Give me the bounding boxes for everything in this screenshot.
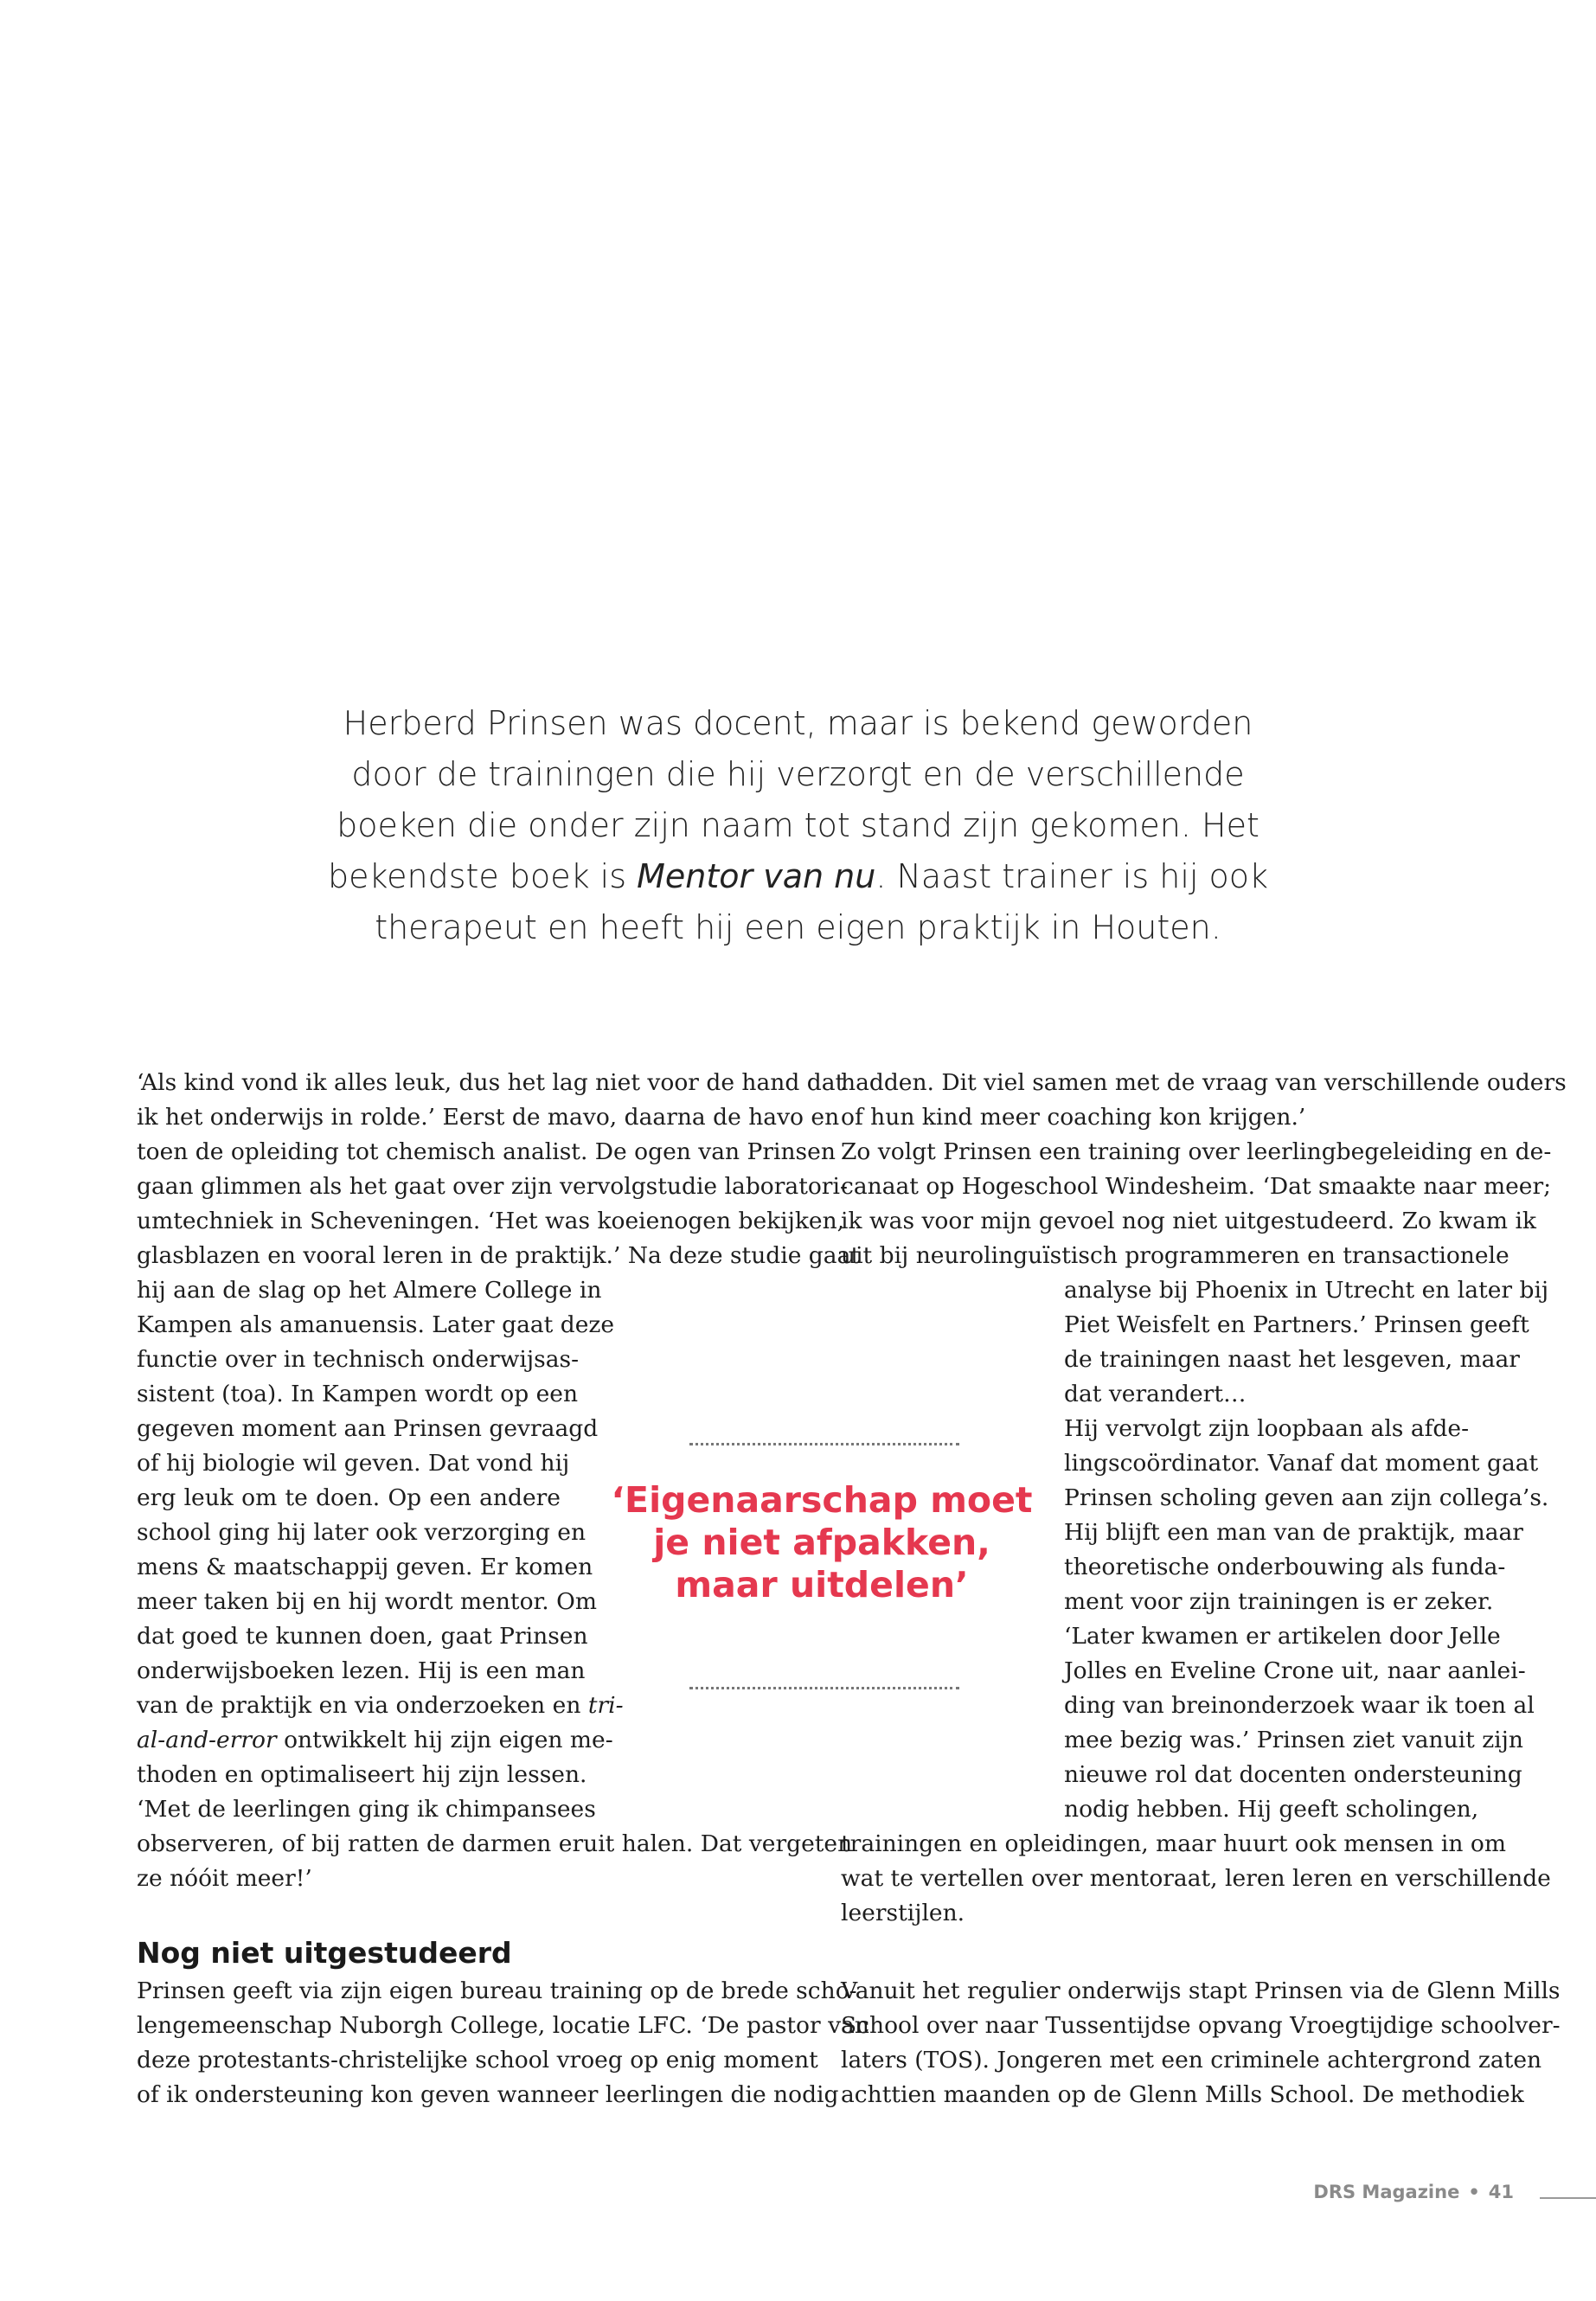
body-line: hadden. Dit viel samen met de vraag van verschillende ouders [841,1069,1567,1096]
magazine-name: DRS Magazine [1313,2182,1460,2202]
body-line: gegeven moment aan Prinsen gevraagd [137,1415,599,1442]
body-line: ‘Als kind vond ik alles leuk, dus het lag niet voor de hand dat [137,1069,845,1096]
body-line: nieuwe rol dat docenten ondersteuning [1064,1761,1522,1788]
intro-line [294,851,1302,902]
body-line: uit bij neurolinguïstisch programmeren en transactionele [841,1242,1509,1269]
body-line: theoretische onderbouwing als funda- [1064,1554,1506,1580]
body-line: Prinsen geeft via zijn eigen bureau training op de brede scho- [137,1977,857,2004]
body-line [137,1689,624,1723]
body-line: thoden en optimaliseert hij zijn lessen. [137,1761,587,1788]
pull-quote-line: je niet afpakken, [653,1522,990,1563]
body-line: Kampen als amanuensis. Later gaat deze [137,1311,615,1338]
book-title: Mentor van nu [637,857,876,895]
section-heading: Nog niet uitgestudeerd [137,1936,512,1970]
body-line: Hij blijft een man van de praktijk, maar [1064,1519,1523,1546]
body-line: ik het onderwijs in rolde.’ Eerst de mavo, daarna de havo en [137,1104,840,1131]
body-line: ze nóóit meer!’ [137,1865,312,1892]
body-line: lengemeenschap Nuborgh College, locatie LFC. ‘De pastor van [137,2012,869,2039]
body-line: mens & maatschappij geven. Er komen [137,1554,593,1580]
body-line: de trainingen naast het lesgeven, maar [1064,1346,1520,1373]
body-line: canaat op Hogeschool Windesheim. ‘Dat smaakte naar meer; [841,1173,1552,1200]
body-line [137,1723,613,1758]
body-line: school ging hij later ook verzorging en [137,1519,586,1546]
intro-text: bekendste boek is [327,857,638,895]
body-line: Prinsen scholing geven aan zijn collega’s. [1064,1484,1549,1511]
body-line: ment voor zijn trainingen is er zeker. [1064,1588,1494,1615]
page-number: 41 [1488,2182,1514,2202]
page-footer [1228,2182,1514,2202]
footer-rule [1540,2197,1596,2199]
body-line: analyse bij Phoenix in Utrecht en later bij [1064,1277,1549,1304]
body-line: dat verandert… [1064,1381,1247,1407]
body-line: deze protestants-christelijke school vroeg op enig moment [137,2047,818,2073]
body-line: Hij vervolgt zijn loopbaan als afde- [1064,1415,1470,1442]
body-line: gaan glimmen als het gaat over zijn vervolgstudie laboratori- [137,1173,848,1200]
body-line: School over naar Tussentijdse opvang Vroegtijdige schoolver- [841,2012,1561,2039]
body-line: of ik ondersteuning kon geven wanneer leerlingen die nodig [137,2081,839,2108]
body-line: ik was voor mijn gevoel nog niet uitgestudeerd. Zo kwam ik [841,1208,1536,1234]
body-line: Jolles en Eveline Crone uit, naar aanlei- [1064,1657,1526,1684]
body-line: ‘Met de leerlingen ging ik chimpansees [137,1796,596,1823]
body-italic: al-and-error [137,1727,277,1753]
intro-text: . Naast trainer is hij ook [875,857,1269,895]
body-line: mee bezig was.’ Prinsen ziet vanuit zijn [1064,1727,1523,1753]
body-line: leerstijlen. [841,1900,965,1926]
body-line: achttien maanden op de Glenn Mills School. De methodiek [841,2081,1524,2108]
body-line: Piet Weisfelt en Partners.’ Prinsen geeft [1064,1311,1529,1338]
body-line: ding van breinonderzoek waar ik toen al [1064,1692,1535,1719]
intro-line: boeken die onder zijn naam tot stand zijn gekomen. Het [337,806,1259,844]
body-line: toen de opleiding tot chemisch analist. De ogen van Prinsen [137,1138,836,1165]
body-line: erg leuk om te doen. Op een andere [137,1484,561,1511]
body-italic: tri- [587,1692,624,1719]
body-line: Zo volgt Prinsen een training over leerlingbegeleiding en de- [841,1138,1552,1165]
quote-bottom-rule [689,1687,959,1689]
body-line: wat te vertellen over mentoraat, leren leren en verschillende [841,1865,1551,1892]
intro-line: therapeut en heeft hij een eigen praktijk in Houten. [375,908,1221,946]
body-line: umtechniek in Scheveningen. ‘Het was koeienogen bekijken, [137,1208,845,1234]
body-line: ‘Later kwamen er artikelen door Jelle [1064,1623,1501,1650]
pull-quote [606,1479,1038,1606]
body-line: Vanuit het regulier onderwijs stapt Prinsen via de Glenn Mills [841,1977,1561,2004]
body-line: glasblazen en vooral leren in de praktijk.’ Na deze studie gaat [137,1242,861,1269]
body-line: sistent (toa). In Kampen wordt op een [137,1381,579,1407]
body-line: trainingen en opleidingen, maar huurt ook mensen in om [841,1830,1506,1857]
body-line: dat goed te kunnen doen, gaat Prinsen [137,1623,588,1650]
body-line: lingscoördinator. Vanaf dat moment gaat [1064,1450,1539,1477]
body-line: laters (TOS). Jongeren met een criminele achtergrond zaten [841,2047,1542,2073]
body-line: hij aan de slag op het Almere College in [137,1277,602,1304]
body-line: meer taken bij en hij wordt mentor. Om [137,1588,597,1615]
body-text: van de praktijk en via onderzoeken en [137,1692,588,1719]
intro-line: Herberd Prinsen was docent, maar is bekend geworden [343,704,1253,742]
pull-quote-line: ‘Eigenaarschap moet [611,1479,1033,1521]
footer-separator: • [1468,2182,1480,2202]
body-line: of hun kind meer coaching kon krijgen.’ [841,1104,1306,1131]
body-line: functie over in technisch onderwijsas- [137,1346,580,1373]
body-text: ontwikkelt hij zijn eigen me- [276,1727,613,1753]
body-line: observeren, of bij ratten de darmen eruit halen. Dat vergeten [137,1830,853,1857]
intro-line: door de trainingen die hij verzorgt en de verschillende [351,755,1245,793]
body-line: of hij biologie wil geven. Dat vond hij [137,1450,570,1477]
quote-top-rule [689,1443,959,1445]
pull-quote-line: maar uitdelen’ [675,1564,969,1606]
body-line: nodig hebben. Hij geeft scholingen, [1064,1796,1479,1823]
body-line: onderwijsboeken lezen. Hij is een man [137,1657,586,1684]
intro-paragraph [294,698,1302,953]
